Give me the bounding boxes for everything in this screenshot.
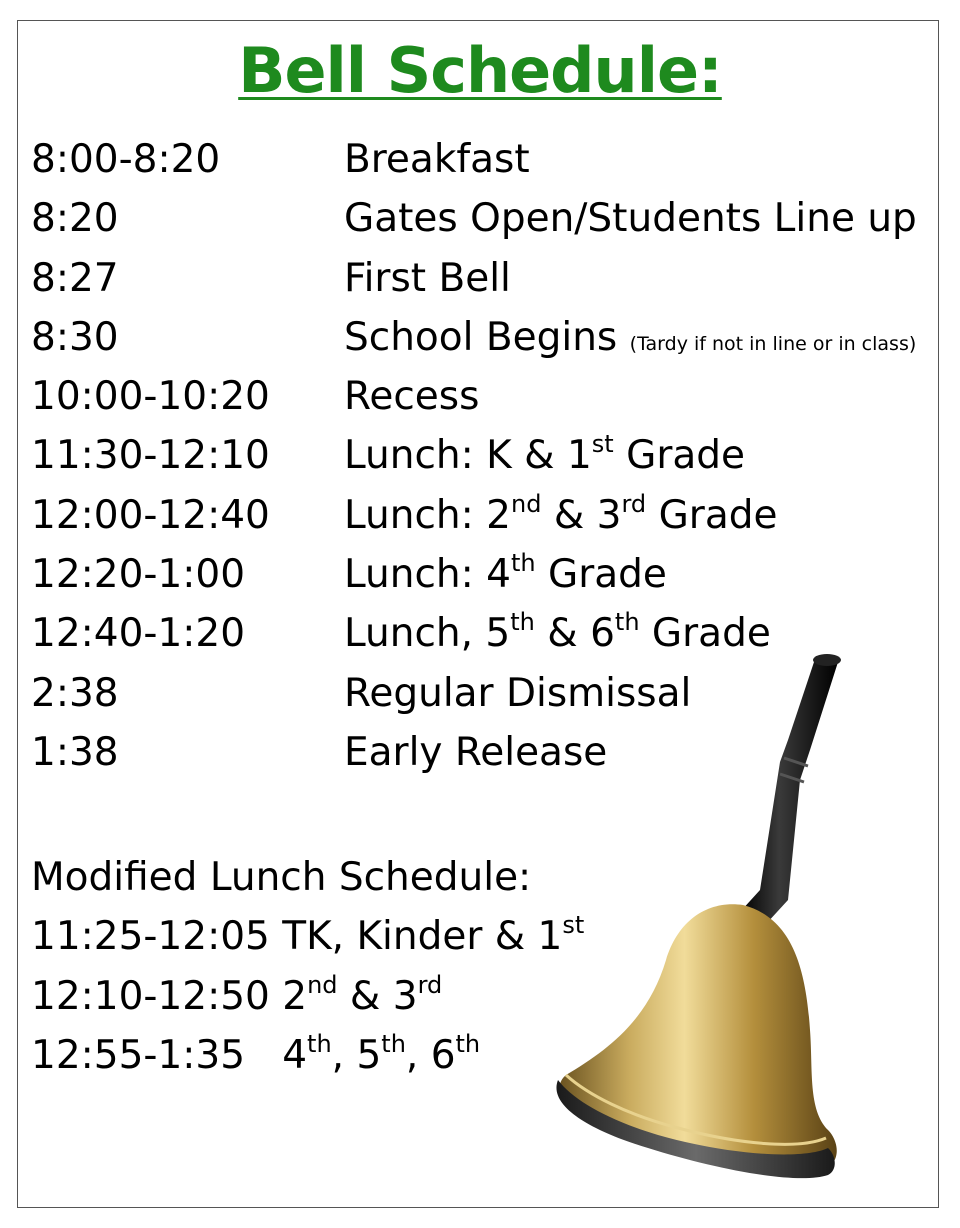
row-time: 12:00-12:40 [31,492,270,538]
desc-part: Grade [535,552,667,598]
row-desc [344,489,778,538]
page-title: Bell Schedule: [238,34,722,107]
desc-part: & 3 [541,492,622,538]
line-part: , 5 [331,1032,382,1078]
bell-handle [740,654,841,924]
row-desc [344,430,746,479]
row-time: 8:00-8:20 [31,137,221,182]
row-time: 1:38 [31,729,119,775]
desc-part: Lunch: K & 1 [344,433,592,479]
ordinal-suffix: th [307,1029,332,1058]
ordinal-suffix: nd [511,489,542,518]
ordinal-suffix: st [562,911,585,940]
ordinal-suffix: th [455,1029,481,1058]
ordinal-suffix: nd [307,970,338,999]
row-desc: Recess [344,374,480,420]
tardy-note: (Tardy if not in line or in class) [629,332,917,355]
desc-part: Lunch: 2 [344,492,511,538]
schedule-row [31,257,931,316]
row-time: 2:38 [31,670,119,716]
ordinal-suffix: rd [417,970,443,999]
line-part: , 6 [405,1032,456,1078]
ordinal-suffix: th [510,608,535,637]
ordinal-suffix: st [591,430,614,459]
row-time: 8:27 [31,255,119,301]
desc-part: Grade [646,492,778,538]
modified-line [31,967,584,1026]
desc-part: Lunch: 4 [344,552,511,598]
modified-line [31,907,584,966]
line-part: 12:55-1:35 4 [31,1032,308,1078]
hand-bell-icon [548,650,848,1200]
ordinal-suffix: rd [621,489,647,518]
row-desc [344,316,916,366]
schedule-row [31,197,931,256]
row-desc-text: School Begins [344,314,618,360]
desc-part: Grade [639,611,771,657]
desc-part: Lunch, 5 [344,611,511,657]
ordinal-suffix: th [381,1029,406,1058]
schedule-row [31,375,931,434]
schedule-row [31,549,931,612]
row-time: 8:20 [31,196,119,242]
line-part: 12:10-12:50 2 [31,973,308,1019]
schedule-row [31,430,931,493]
row-desc: Breakfast [344,137,530,182]
row-desc: Regular Dismissal [344,670,692,716]
schedule-row [31,138,931,197]
modified-heading: Modified Lunch Schedule: [31,855,532,900]
desc-part: & 6 [534,611,615,657]
ordinal-suffix: th [614,608,640,637]
desc-part: Grade [613,433,746,479]
ordinal-suffix: th [511,549,536,578]
row-desc: First Bell [344,255,511,301]
modified-lunch-schedule [31,848,584,1085]
row-time: 12:40-1:20 [31,611,246,657]
schedule-row [31,316,931,375]
row-time: 10:00-10:20 [31,374,270,420]
row-time: 11:30-12:10 [31,433,270,479]
row-time: 12:20-1:00 [31,552,246,598]
line-part: 11:25-12:05 TK, Kinder & 1 [31,914,563,960]
row-desc: Early Release [344,729,608,775]
row-time: 8:30 [31,314,119,360]
modified-line [31,1026,584,1085]
row-desc: Gates Open/Students Line up [344,196,917,242]
line-part: & 3 [337,973,418,1019]
schedule-row [31,489,931,553]
row-desc [344,549,667,598]
